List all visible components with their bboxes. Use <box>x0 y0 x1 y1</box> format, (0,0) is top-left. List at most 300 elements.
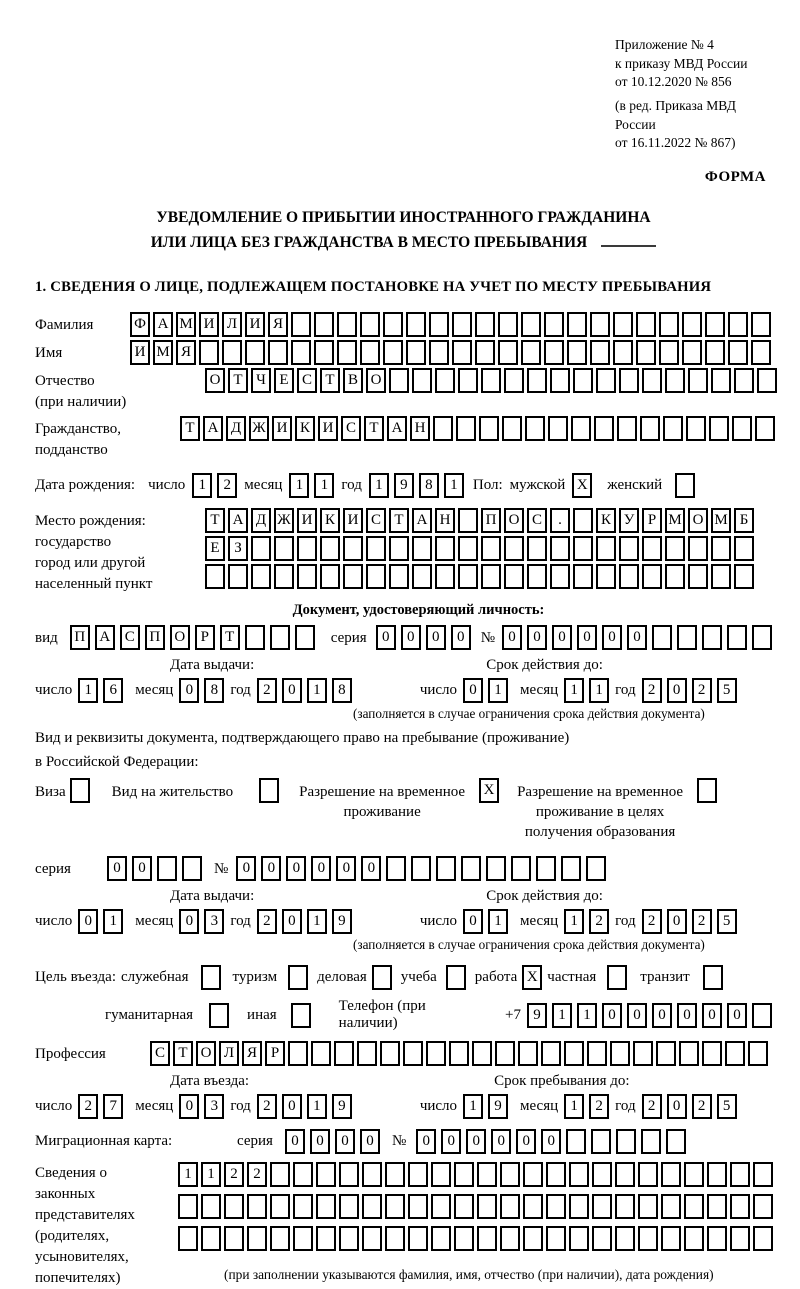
char-cell[interactable] <box>659 340 679 365</box>
char-cell[interactable] <box>343 564 363 589</box>
char-cell[interactable]: Б <box>734 508 754 533</box>
surname-input[interactable] <box>130 312 771 337</box>
char-cell[interactable] <box>412 536 432 561</box>
stay-year-input[interactable] <box>642 1094 737 1119</box>
char-cell[interactable] <box>431 1162 451 1187</box>
visa-checkbox[interactable] <box>70 778 90 803</box>
char-cell[interactable] <box>383 312 403 337</box>
char-cell[interactable]: 2 <box>642 1094 662 1119</box>
char-cell[interactable]: 0 <box>491 1129 511 1154</box>
char-cell[interactable] <box>452 312 472 337</box>
char-cell[interactable]: 0 <box>286 856 306 881</box>
char-cell[interactable] <box>270 1226 290 1251</box>
char-cell[interactable] <box>362 1162 382 1187</box>
char-cell[interactable] <box>458 564 478 589</box>
purpose-private-checkbox[interactable] <box>607 965 627 990</box>
char-cell[interactable] <box>475 312 495 337</box>
char-cell[interactable] <box>412 368 432 393</box>
char-cell[interactable]: 1 <box>488 909 508 934</box>
char-cell[interactable] <box>709 416 729 441</box>
char-cell[interactable]: Т <box>220 625 240 650</box>
char-cell[interactable]: И <box>272 416 292 441</box>
char-cell[interactable]: 1 <box>192 473 212 498</box>
char-cell[interactable]: 1 <box>564 1094 584 1119</box>
char-cell[interactable]: 1 <box>577 1003 597 1028</box>
char-cell[interactable] <box>615 1226 635 1251</box>
char-cell[interactable] <box>705 312 725 337</box>
char-cell[interactable]: 0 <box>335 1129 355 1154</box>
char-cell[interactable]: 1 <box>564 678 584 703</box>
char-cell[interactable] <box>567 312 587 337</box>
char-cell[interactable]: 0 <box>179 1094 199 1119</box>
char-cell[interactable] <box>472 1041 492 1066</box>
char-cell[interactable] <box>291 312 311 337</box>
char-cell[interactable]: Т <box>205 508 225 533</box>
char-cell[interactable] <box>615 1162 635 1187</box>
char-cell[interactable]: 0 <box>702 1003 722 1028</box>
purpose-humanitarian-checkbox[interactable] <box>209 1003 229 1028</box>
char-cell[interactable] <box>561 856 581 881</box>
char-cell[interactable]: 9 <box>488 1094 508 1119</box>
char-cell[interactable]: Р <box>265 1041 285 1066</box>
char-cell[interactable]: 0 <box>361 856 381 881</box>
char-cell[interactable] <box>380 1041 400 1066</box>
char-cell[interactable]: 2 <box>692 1094 712 1119</box>
char-cell[interactable] <box>711 536 731 561</box>
char-cell[interactable] <box>679 1041 699 1066</box>
char-cell[interactable] <box>502 416 522 441</box>
char-cell[interactable] <box>757 368 777 393</box>
res-issue-day-input[interactable] <box>78 909 123 934</box>
char-cell[interactable] <box>619 368 639 393</box>
char-cell[interactable]: Л <box>219 1041 239 1066</box>
char-cell[interactable] <box>199 340 219 365</box>
char-cell[interactable]: И <box>245 312 265 337</box>
char-cell[interactable]: 0 <box>132 856 152 881</box>
char-cell[interactable] <box>633 1041 653 1066</box>
char-cell[interactable] <box>619 564 639 589</box>
char-cell[interactable]: 1 <box>289 473 309 498</box>
char-cell[interactable] <box>753 1226 773 1251</box>
char-cell[interactable] <box>357 1041 377 1066</box>
char-cell[interactable] <box>573 536 593 561</box>
char-cell[interactable]: 2 <box>589 1094 609 1119</box>
char-cell[interactable] <box>590 340 610 365</box>
char-cell[interactable]: Ж <box>274 508 294 533</box>
char-cell[interactable] <box>566 1129 586 1154</box>
char-cell[interactable]: 0 <box>602 625 622 650</box>
char-cell[interactable] <box>682 312 702 337</box>
char-cell[interactable] <box>481 564 501 589</box>
char-cell[interactable] <box>268 340 288 365</box>
char-cell[interactable] <box>592 1194 612 1219</box>
char-cell[interactable] <box>640 416 660 441</box>
char-cell[interactable]: 0 <box>677 1003 697 1028</box>
char-cell[interactable]: 0 <box>516 1129 536 1154</box>
char-cell[interactable] <box>523 1226 543 1251</box>
char-cell[interactable]: 0 <box>261 856 281 881</box>
char-cell[interactable] <box>228 564 248 589</box>
char-cell[interactable] <box>751 340 771 365</box>
char-cell[interactable] <box>431 1194 451 1219</box>
birth-month-input[interactable] <box>289 473 334 498</box>
char-cell[interactable] <box>386 856 406 881</box>
patronymic-input[interactable] <box>205 368 777 393</box>
char-cell[interactable]: 1 <box>444 473 464 498</box>
char-cell[interactable]: Н <box>410 416 430 441</box>
purpose-study-checkbox[interactable] <box>446 965 466 990</box>
char-cell[interactable] <box>316 1162 336 1187</box>
char-cell[interactable]: 0 <box>727 1003 747 1028</box>
id-valid-day-input[interactable] <box>463 678 508 703</box>
char-cell[interactable] <box>311 1041 331 1066</box>
char-cell[interactable] <box>684 1194 704 1219</box>
char-cell[interactable] <box>288 1041 308 1066</box>
birth-year-input[interactable] <box>369 473 464 498</box>
char-cell[interactable]: 0 <box>667 909 687 934</box>
char-cell[interactable] <box>320 536 340 561</box>
char-cell[interactable] <box>521 312 541 337</box>
char-cell[interactable] <box>500 1194 520 1219</box>
char-cell[interactable] <box>544 312 564 337</box>
char-cell[interactable] <box>525 416 545 441</box>
temp-residence-checkbox[interactable]: X <box>479 778 499 803</box>
char-cell[interactable]: 2 <box>692 909 712 934</box>
char-cell[interactable] <box>564 1041 584 1066</box>
char-cell[interactable] <box>316 1194 336 1219</box>
char-cell[interactable]: М <box>153 340 173 365</box>
char-cell[interactable] <box>688 564 708 589</box>
char-cell[interactable]: 2 <box>217 473 237 498</box>
char-cell[interactable]: 0 <box>627 1003 647 1028</box>
char-cell[interactable] <box>429 340 449 365</box>
id-number-input[interactable] <box>502 625 772 650</box>
char-cell[interactable] <box>270 1162 290 1187</box>
char-cell[interactable] <box>360 340 380 365</box>
char-cell[interactable]: В <box>343 368 363 393</box>
char-cell[interactable]: Ч <box>251 368 271 393</box>
char-cell[interactable] <box>725 1041 745 1066</box>
char-cell[interactable] <box>245 340 265 365</box>
char-cell[interactable]: 0 <box>426 625 446 650</box>
char-cell[interactable] <box>665 536 685 561</box>
char-cell[interactable]: 0 <box>376 625 396 650</box>
char-cell[interactable]: Я <box>242 1041 262 1066</box>
char-cell[interactable] <box>518 1041 538 1066</box>
char-cell[interactable]: 5 <box>717 1094 737 1119</box>
profession-input[interactable] <box>150 1041 768 1066</box>
char-cell[interactable]: 2 <box>257 909 277 934</box>
char-cell[interactable] <box>251 536 271 561</box>
char-cell[interactable]: Т <box>389 508 409 533</box>
char-cell[interactable] <box>707 1226 727 1251</box>
char-cell[interactable] <box>567 340 587 365</box>
char-cell[interactable] <box>486 856 506 881</box>
char-cell[interactable] <box>527 368 547 393</box>
char-cell[interactable] <box>178 1226 198 1251</box>
char-cell[interactable] <box>659 312 679 337</box>
char-cell[interactable]: 5 <box>717 678 737 703</box>
id-valid-month-input[interactable] <box>564 678 609 703</box>
char-cell[interactable]: К <box>596 508 616 533</box>
char-cell[interactable] <box>205 564 225 589</box>
entry-day-input[interactable] <box>78 1094 123 1119</box>
char-cell[interactable] <box>403 1041 423 1066</box>
char-cell[interactable]: 7 <box>103 1094 123 1119</box>
char-cell[interactable] <box>320 564 340 589</box>
char-cell[interactable] <box>498 340 518 365</box>
char-cell[interactable] <box>339 1194 359 1219</box>
char-cell[interactable]: 0 <box>652 1003 672 1028</box>
char-cell[interactable]: 2 <box>642 678 662 703</box>
birth-place-input-row2[interactable] <box>205 536 754 561</box>
char-cell[interactable] <box>569 1194 589 1219</box>
char-cell[interactable]: 2 <box>589 909 609 934</box>
char-cell[interactable]: С <box>297 368 317 393</box>
char-cell[interactable]: М <box>711 508 731 533</box>
char-cell[interactable]: Р <box>642 508 662 533</box>
char-cell[interactable] <box>157 856 177 881</box>
res-series-input[interactable] <box>107 856 202 881</box>
char-cell[interactable]: С <box>150 1041 170 1066</box>
char-cell[interactable]: С <box>366 508 386 533</box>
char-cell[interactable] <box>500 1226 520 1251</box>
char-cell[interactable] <box>596 536 616 561</box>
char-cell[interactable] <box>550 536 570 561</box>
char-cell[interactable] <box>638 1226 658 1251</box>
char-cell[interactable] <box>591 1129 611 1154</box>
char-cell[interactable] <box>752 625 772 650</box>
name-input[interactable] <box>130 340 771 365</box>
char-cell[interactable] <box>527 536 547 561</box>
char-cell[interactable] <box>498 312 518 337</box>
char-cell[interactable]: Е <box>274 368 294 393</box>
char-cell[interactable] <box>592 1162 612 1187</box>
char-cell[interactable] <box>408 1162 428 1187</box>
char-cell[interactable] <box>389 536 409 561</box>
char-cell[interactable] <box>641 1129 661 1154</box>
char-cell[interactable] <box>495 1041 515 1066</box>
char-cell[interactable] <box>753 1194 773 1219</box>
char-cell[interactable]: 0 <box>282 1094 302 1119</box>
char-cell[interactable] <box>454 1194 474 1219</box>
phone-input[interactable] <box>527 1003 772 1028</box>
char-cell[interactable]: Т <box>228 368 248 393</box>
char-cell[interactable] <box>343 536 363 561</box>
char-cell[interactable] <box>711 368 731 393</box>
char-cell[interactable] <box>705 340 725 365</box>
char-cell[interactable]: 0 <box>463 909 483 934</box>
char-cell[interactable]: Р <box>195 625 215 650</box>
char-cell[interactable]: И <box>130 340 150 365</box>
purpose-official-checkbox[interactable] <box>201 965 221 990</box>
char-cell[interactable] <box>663 416 683 441</box>
purpose-tourism-checkbox[interactable] <box>288 965 308 990</box>
char-cell[interactable]: А <box>95 625 115 650</box>
char-cell[interactable] <box>665 564 685 589</box>
male-checkbox[interactable]: X <box>572 473 592 498</box>
char-cell[interactable] <box>293 1226 313 1251</box>
char-cell[interactable] <box>461 856 481 881</box>
char-cell[interactable] <box>293 1162 313 1187</box>
char-cell[interactable]: 0 <box>667 678 687 703</box>
char-cell[interactable] <box>592 1226 612 1251</box>
char-cell[interactable] <box>546 1226 566 1251</box>
char-cell[interactable] <box>732 416 752 441</box>
char-cell[interactable] <box>458 368 478 393</box>
char-cell[interactable] <box>642 536 662 561</box>
char-cell[interactable]: 0 <box>282 678 302 703</box>
char-cell[interactable]: С <box>341 416 361 441</box>
char-cell[interactable] <box>383 340 403 365</box>
char-cell[interactable] <box>682 340 702 365</box>
char-cell[interactable]: И <box>199 312 219 337</box>
char-cell[interactable] <box>616 1129 636 1154</box>
char-cell[interactable]: 2 <box>247 1162 267 1187</box>
char-cell[interactable] <box>362 1194 382 1219</box>
char-cell[interactable]: 0 <box>602 1003 622 1028</box>
char-cell[interactable]: 0 <box>527 625 547 650</box>
char-cell[interactable] <box>337 312 357 337</box>
char-cell[interactable] <box>728 312 748 337</box>
purpose-business-checkbox[interactable] <box>372 965 392 990</box>
char-cell[interactable] <box>734 536 754 561</box>
char-cell[interactable]: 0 <box>311 856 331 881</box>
char-cell[interactable] <box>702 1041 722 1066</box>
char-cell[interactable] <box>523 1194 543 1219</box>
char-cell[interactable]: 0 <box>401 625 421 650</box>
char-cell[interactable] <box>688 368 708 393</box>
char-cell[interactable]: У <box>619 508 639 533</box>
char-cell[interactable] <box>652 625 672 650</box>
legal-rep-input-row1[interactable] <box>178 1162 773 1187</box>
char-cell[interactable]: 0 <box>451 625 471 650</box>
char-cell[interactable] <box>178 1194 198 1219</box>
char-cell[interactable] <box>590 312 610 337</box>
char-cell[interactable] <box>297 536 317 561</box>
char-cell[interactable]: 8 <box>332 678 352 703</box>
id-issue-month-input[interactable] <box>179 678 224 703</box>
char-cell[interactable]: Н <box>435 508 455 533</box>
char-cell[interactable] <box>734 368 754 393</box>
char-cell[interactable] <box>454 1226 474 1251</box>
char-cell[interactable] <box>454 1162 474 1187</box>
birth-place-input-row3[interactable] <box>205 564 754 589</box>
char-cell[interactable] <box>481 368 501 393</box>
char-cell[interactable]: 1 <box>307 1094 327 1119</box>
char-cell[interactable] <box>573 564 593 589</box>
char-cell[interactable] <box>251 564 271 589</box>
char-cell[interactable] <box>293 1194 313 1219</box>
legal-rep-input-row3[interactable] <box>178 1226 773 1251</box>
char-cell[interactable] <box>297 564 317 589</box>
char-cell[interactable] <box>426 1041 446 1066</box>
char-cell[interactable] <box>274 536 294 561</box>
char-cell[interactable] <box>661 1194 681 1219</box>
char-cell[interactable] <box>666 1129 686 1154</box>
char-cell[interactable] <box>684 1226 704 1251</box>
char-cell[interactable] <box>456 416 476 441</box>
char-cell[interactable] <box>270 1194 290 1219</box>
char-cell[interactable] <box>544 340 564 365</box>
char-cell[interactable]: Е <box>205 536 225 561</box>
char-cell[interactable] <box>569 1226 589 1251</box>
char-cell[interactable] <box>366 564 386 589</box>
char-cell[interactable] <box>224 1226 244 1251</box>
char-cell[interactable] <box>247 1226 267 1251</box>
char-cell[interactable]: 0 <box>360 1129 380 1154</box>
char-cell[interactable] <box>458 508 478 533</box>
char-cell[interactable] <box>617 416 637 441</box>
char-cell[interactable]: Д <box>251 508 271 533</box>
char-cell[interactable] <box>408 1194 428 1219</box>
char-cell[interactable] <box>546 1194 566 1219</box>
char-cell[interactable]: О <box>366 368 386 393</box>
char-cell[interactable]: 0 <box>541 1129 561 1154</box>
char-cell[interactable]: З <box>228 536 248 561</box>
char-cell[interactable] <box>638 1194 658 1219</box>
char-cell[interactable] <box>686 416 706 441</box>
char-cell[interactable]: 6 <box>103 678 123 703</box>
char-cell[interactable]: 9 <box>394 473 414 498</box>
char-cell[interactable]: 1 <box>178 1162 198 1187</box>
char-cell[interactable]: Л <box>222 312 242 337</box>
char-cell[interactable] <box>730 1226 750 1251</box>
char-cell[interactable] <box>458 536 478 561</box>
char-cell[interactable]: 0 <box>577 625 597 650</box>
char-cell[interactable]: 1 <box>78 678 98 703</box>
char-cell[interactable] <box>429 312 449 337</box>
char-cell[interactable] <box>452 340 472 365</box>
char-cell[interactable] <box>433 416 453 441</box>
char-cell[interactable]: 1 <box>564 909 584 934</box>
char-cell[interactable] <box>500 1162 520 1187</box>
char-cell[interactable] <box>360 312 380 337</box>
char-cell[interactable]: 1 <box>488 678 508 703</box>
char-cell[interactable] <box>339 1162 359 1187</box>
char-cell[interactable] <box>615 1194 635 1219</box>
char-cell[interactable]: О <box>688 508 708 533</box>
char-cell[interactable]: Д <box>226 416 246 441</box>
char-cell[interactable]: 0 <box>552 625 572 650</box>
char-cell[interactable]: 0 <box>441 1129 461 1154</box>
legal-rep-input-row2[interactable] <box>178 1194 773 1219</box>
char-cell[interactable] <box>596 564 616 589</box>
char-cell[interactable] <box>586 856 606 881</box>
char-cell[interactable]: 2 <box>692 678 712 703</box>
doc-type-input[interactable] <box>70 625 315 650</box>
char-cell[interactable]: 1 <box>369 473 389 498</box>
char-cell[interactable]: П <box>481 508 501 533</box>
char-cell[interactable]: 1 <box>589 678 609 703</box>
char-cell[interactable] <box>385 1226 405 1251</box>
char-cell[interactable] <box>481 536 501 561</box>
char-cell[interactable]: 0 <box>416 1129 436 1154</box>
char-cell[interactable] <box>523 1162 543 1187</box>
char-cell[interactable] <box>734 564 754 589</box>
char-cell[interactable]: 9 <box>332 1094 352 1119</box>
char-cell[interactable]: 1 <box>314 473 334 498</box>
char-cell[interactable]: А <box>153 312 173 337</box>
char-cell[interactable] <box>435 564 455 589</box>
id-series-input[interactable] <box>376 625 471 650</box>
res-issue-month-input[interactable] <box>179 909 224 934</box>
char-cell[interactable] <box>436 856 456 881</box>
char-cell[interactable] <box>707 1162 727 1187</box>
char-cell[interactable] <box>362 1226 382 1251</box>
char-cell[interactable]: Я <box>268 312 288 337</box>
char-cell[interactable]: 5 <box>717 909 737 934</box>
